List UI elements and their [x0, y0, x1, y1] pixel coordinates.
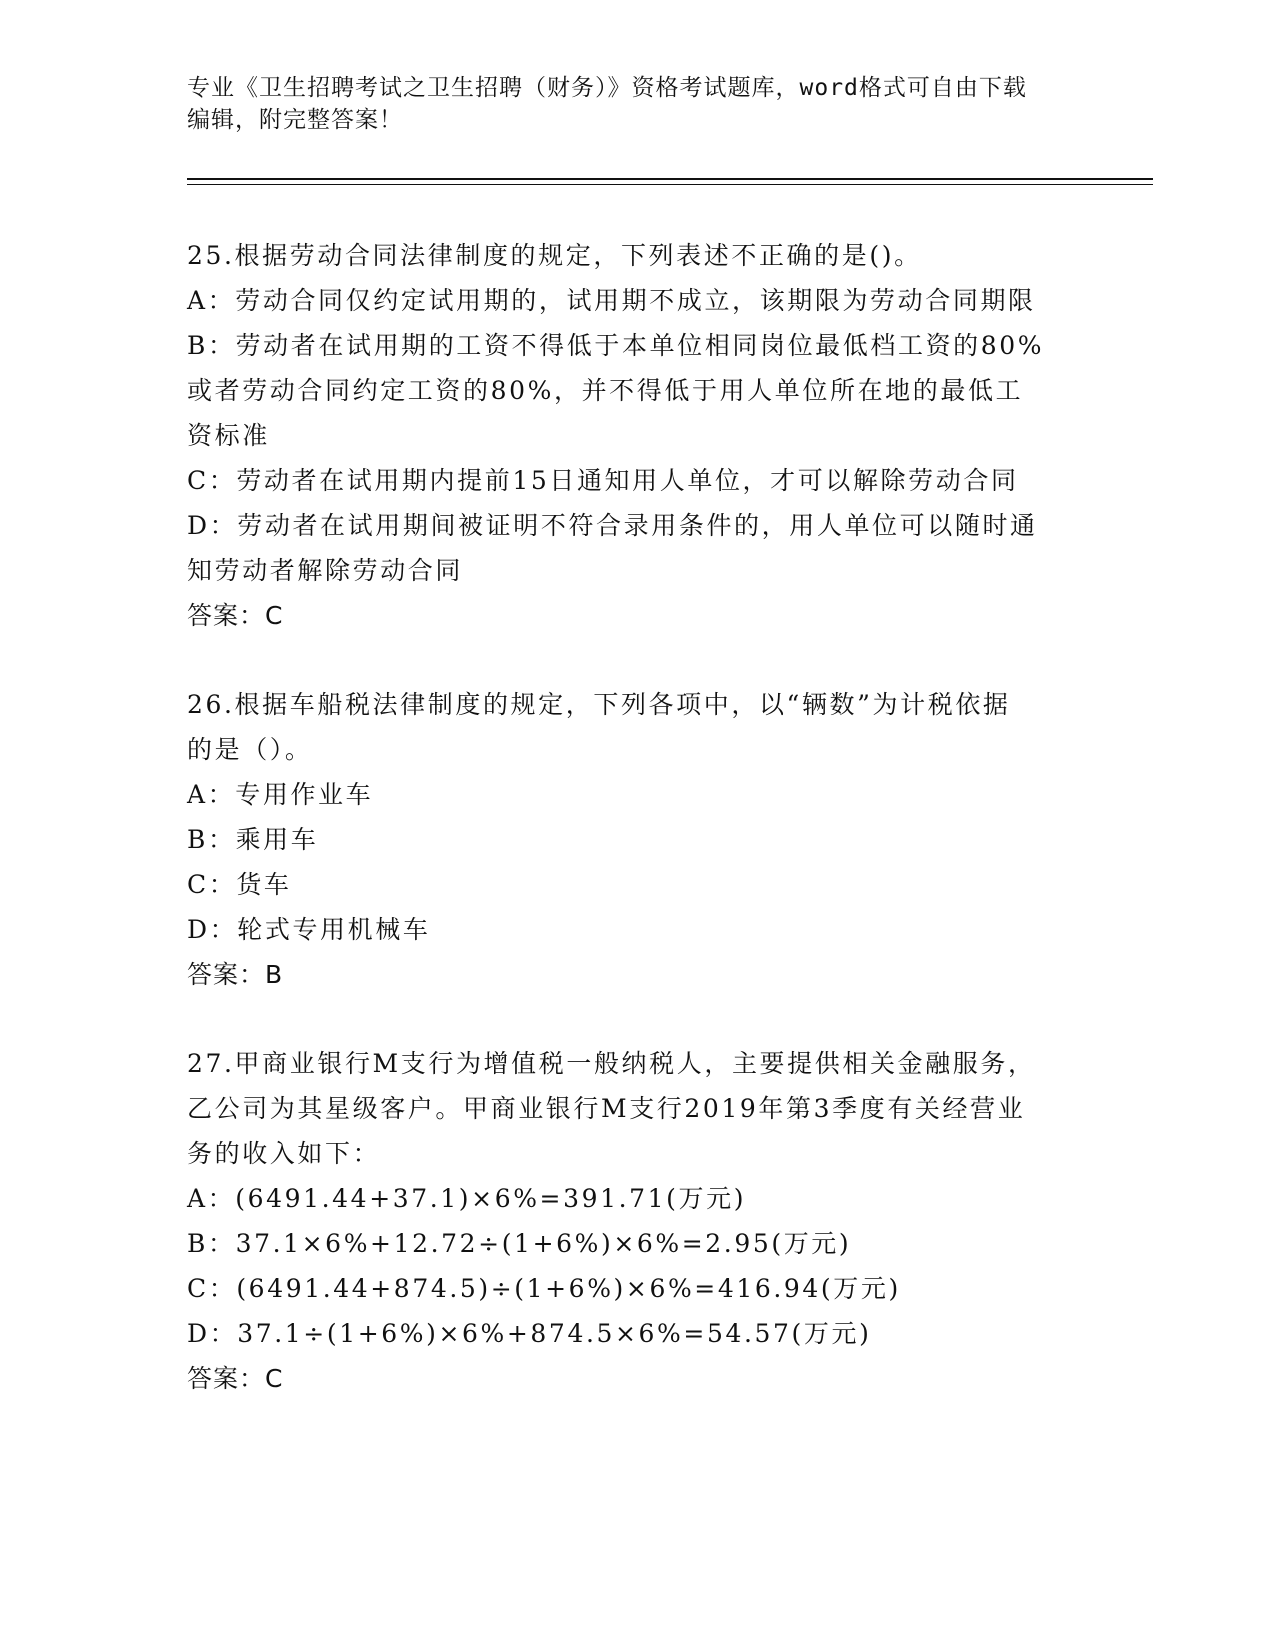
option-b-continued: 或者劳动合同约定工资的80%，并不得低于用人单位所在地的最低工	[187, 376, 1024, 405]
option-a: A：(6491.44+37.1)×6%=391.71(万元)	[187, 1184, 747, 1213]
header-divider-thick	[187, 178, 1153, 180]
option-b: B：37.1×6%+12.72÷(1+6%)×6%=2.95(万元)	[187, 1229, 852, 1258]
option-d: D：轮式专用机械车	[187, 915, 431, 944]
option-a: A：劳动合同仅约定试用期的，试用期不成立，该期限为劳动合同期限	[187, 286, 1036, 315]
answer-label: 答案：C	[187, 1364, 284, 1393]
question-stem: 25.根据劳动合同法律制度的规定，下列表述不正确的是()。	[187, 241, 922, 270]
option-d: D：劳动者在试用期间被证明不符合录用条件的，用人单位可以随时通	[187, 511, 1038, 540]
option-b: B：劳动者在试用期的工资不得低于本单位相同岗位最低档工资的80%	[187, 331, 1045, 360]
question-27	[187, 1041, 1087, 1401]
option-d: D：37.1÷(1+6%)×6%+874.5×6%=54.57(万元)	[187, 1319, 872, 1348]
question-stem-continued: 务的收入如下：	[187, 1139, 381, 1168]
option-d-continued: 知劳动者解除劳动合同	[187, 556, 464, 585]
option-a: A：专用作业车	[187, 780, 374, 809]
option-c: C：货车	[187, 870, 292, 899]
question-stem: 26.根据车船税法律制度的规定，下列各项中，以“辆数”为计税依据	[187, 690, 1011, 719]
answer-label: 答案：B	[187, 960, 284, 989]
question-26	[187, 682, 1087, 997]
option-b-continued: 资标准	[187, 421, 270, 450]
question-stem-continued: 乙公司为其星级客户。甲商业银行M支行2019年第3季度有关经营业	[187, 1094, 1026, 1123]
question-list	[187, 233, 1087, 1445]
question-stem: 27.甲商业银行M支行为增值税一般纳税人，主要提供相关金融服务，	[187, 1049, 1036, 1078]
header-line-1: 专业《卫生招聘考试之卫生招聘（财务）》资格考试题库，word格式可自由下载	[187, 75, 1027, 101]
document-header	[187, 72, 1067, 136]
answer-label: 答案：C	[187, 601, 284, 630]
option-c: C：劳动者在试用期内提前15日通知用人单位，才可以解除劳动合同	[187, 466, 1019, 495]
header-line-2: 编辑，附完整答案！	[187, 107, 403, 133]
option-c: C：(6491.44+874.5)÷(1+6%)×6%=416.94(万元)	[187, 1274, 901, 1303]
header-divider-thin	[187, 184, 1153, 185]
question-stem-continued: 的是（）。	[187, 735, 313, 764]
question-25	[187, 233, 1087, 638]
option-b: B：乘用车	[187, 825, 319, 854]
